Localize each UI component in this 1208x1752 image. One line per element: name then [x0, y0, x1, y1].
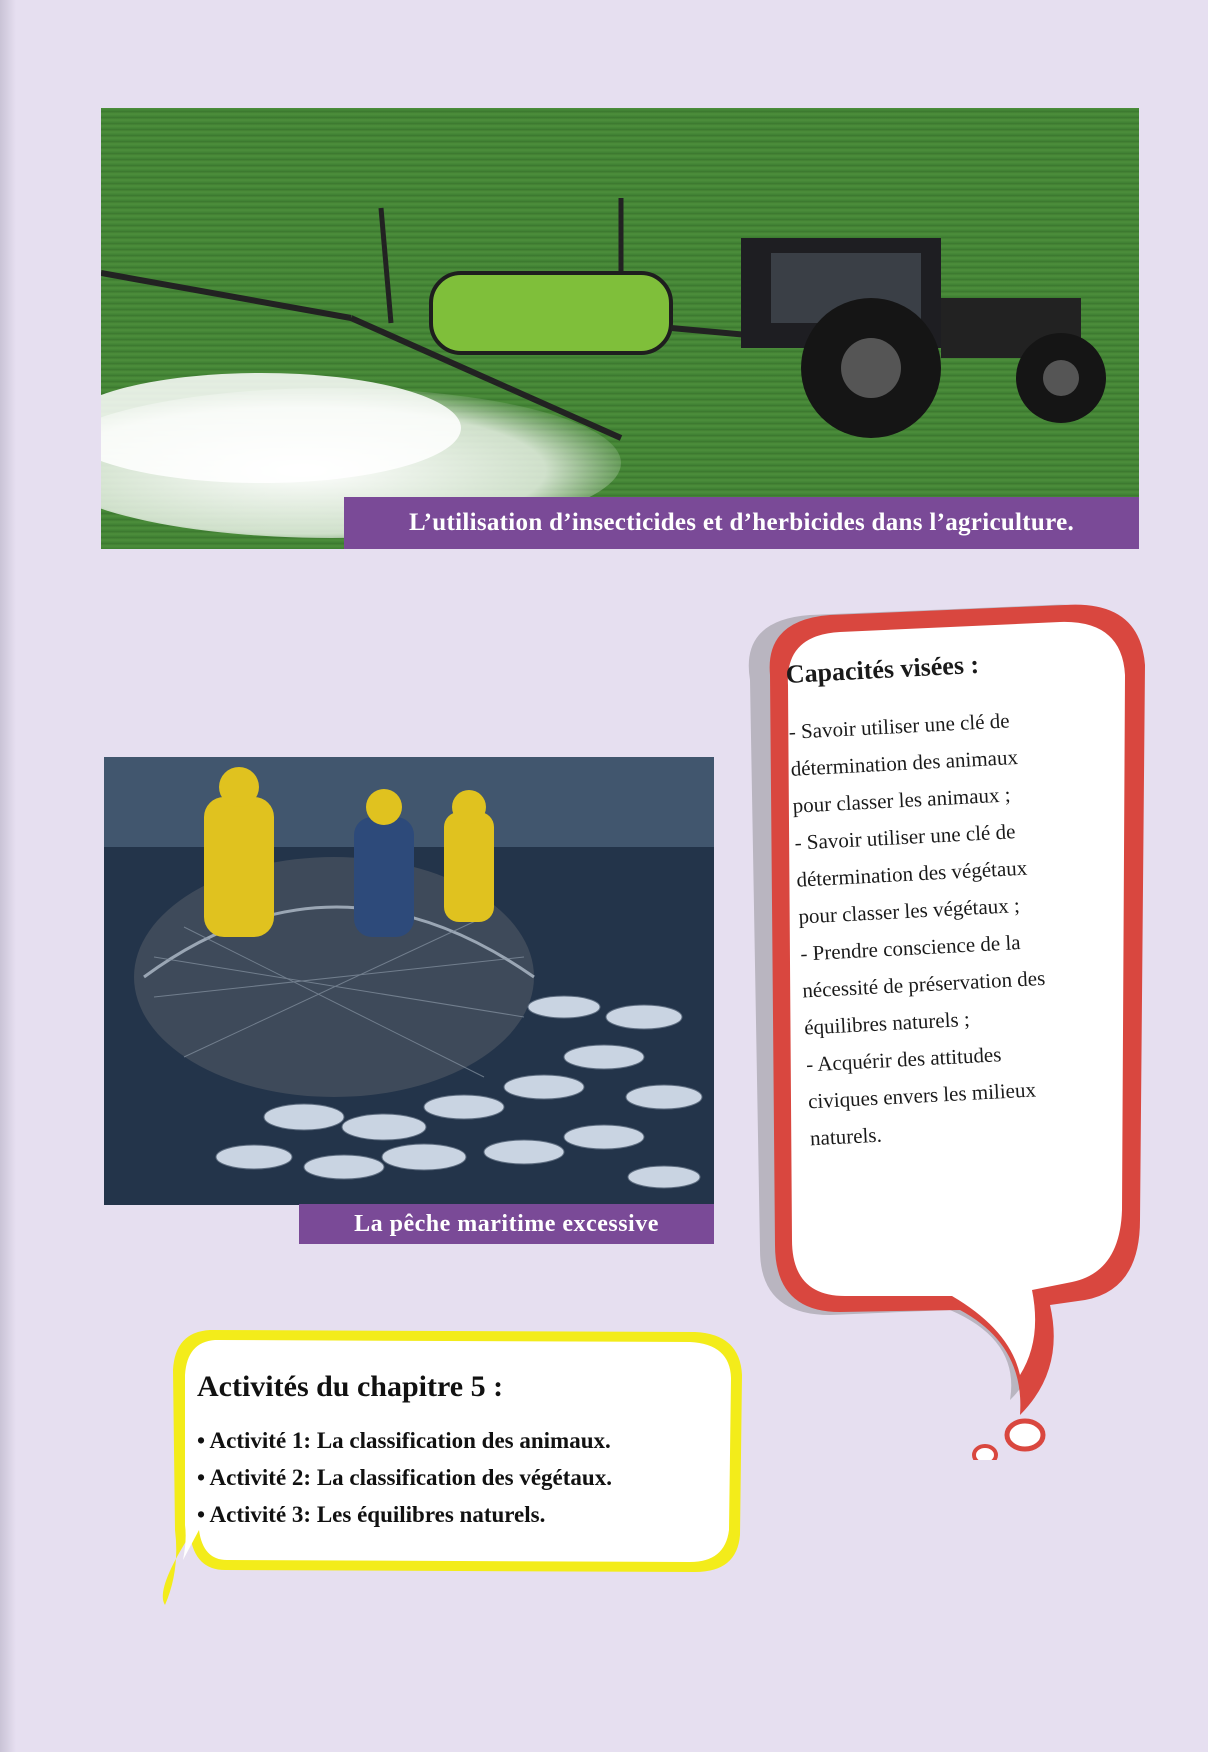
page-edge-shadow [0, 0, 16, 1752]
capacities-line: - Savoir utiliser une clé de [788, 708, 1011, 744]
capacities-line: équilibres naturels ; [803, 1006, 971, 1040]
capacities-line: - Prendre conscience de la [799, 930, 1022, 966]
activity-item: • Activité 3: Les équilibres naturels. [197, 1502, 546, 1527]
capacities-line: pour classer les animaux ; [792, 782, 1012, 818]
agriculture-caption: L’utilisation d’insecticides et d’herbicides dans l’agriculture. [344, 497, 1139, 549]
fishing-caption: La pêche maritime excessive [299, 1204, 714, 1244]
capacities-line: civiques envers les milieux [807, 1077, 1037, 1114]
capacities-line: - Acquérir des attitudes [805, 1042, 1002, 1077]
capacities-line: naturels. [809, 1122, 883, 1151]
capacities-line: détermination des végétaux [795, 855, 1028, 892]
activities-list [197, 1422, 612, 1533]
capacities-line: pour classer les végétaux ; [797, 893, 1021, 929]
fishing-illustration [104, 757, 714, 1205]
activity-item: • Activité 1: La classification des animaux. [197, 1428, 611, 1453]
fishing-photo [104, 757, 714, 1205]
agriculture-photo [101, 108, 1139, 549]
capacities-text [785, 643, 1141, 1158]
capacities-line: détermination des animaux [790, 744, 1019, 781]
activities-title: Activités du chapitre 5 : [197, 1370, 504, 1403]
capacities-line: nécessité de préservation des [801, 965, 1046, 1003]
tractor-illustration [101, 108, 1139, 549]
activity-item: • Activité 2: La classification des végétaux. [197, 1465, 612, 1490]
capacities-line: - Savoir utiliser une clé de [793, 819, 1016, 855]
capacities-title: Capacités visées : [785, 649, 980, 689]
